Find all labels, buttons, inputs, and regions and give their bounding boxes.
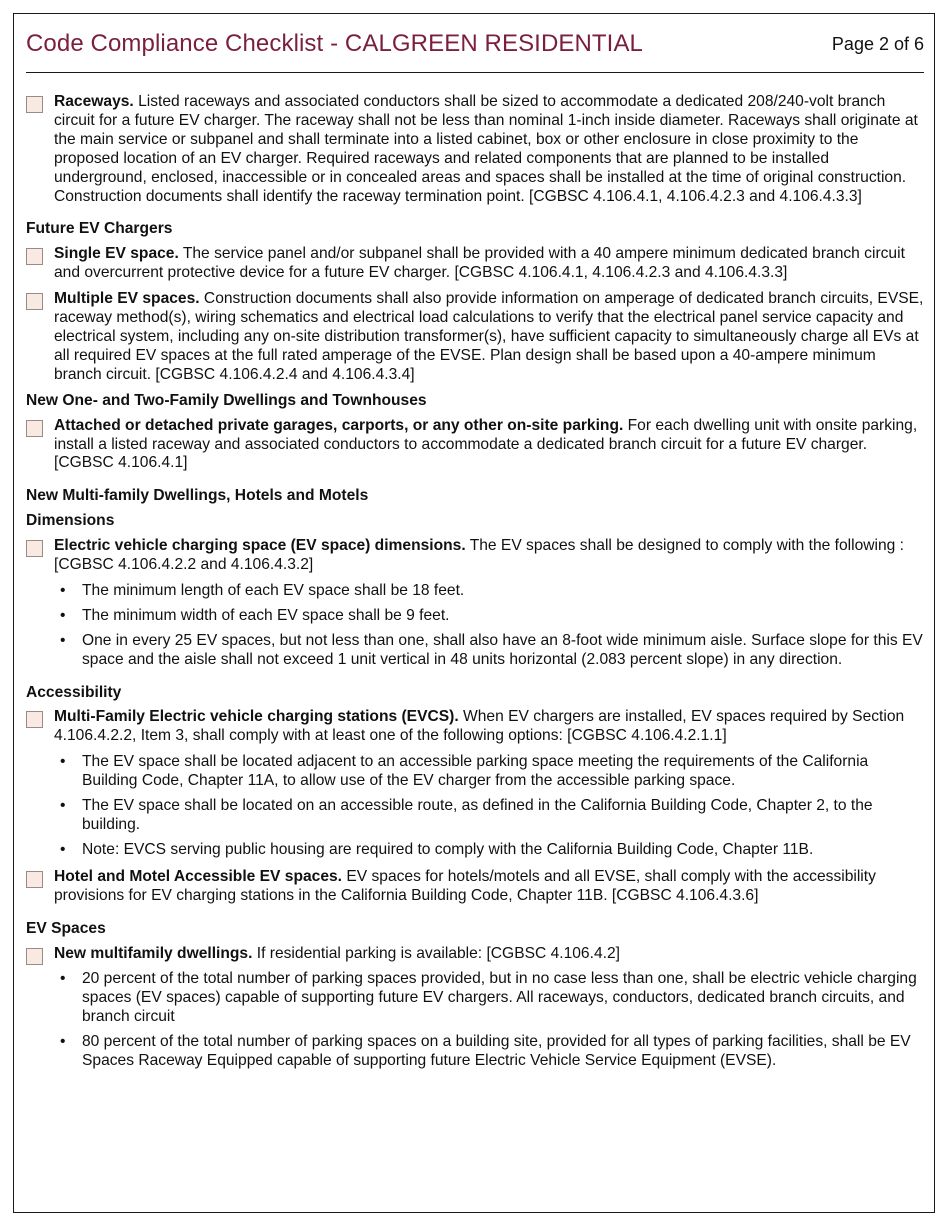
list-item: • One in every 25 EV spaces, but not less than one, shall also have an 8-foot wide minimum aisle. Surface slope for this EV space and the aisle shall not exceed 1 unit vertical in 48 units horizontal (2.083 percent slope) in any direction. bbox=[60, 631, 923, 668]
section-heading-multifamily: New Multi-family Dwellings, Hotels and Motels bbox=[26, 487, 369, 505]
subsection-heading-accessibility: Accessibility bbox=[26, 683, 122, 701]
item-body: When EV chargers are installed, EV spaces required by Section 4.106.4.2.2, Item 3, shall comply with at least one of the following options: [CGBSC 4.106.4.2.1.1] bbox=[54, 708, 905, 745]
item-title: Multiple EV spaces. bbox=[54, 290, 200, 308]
item-body: EV spaces for hotels/motels and all EVSE, shall comply with the accessibility provisions for EV charging stations in the California Building Code, Chapter 11B. [CGBSC 4.106.4.3.6] bbox=[54, 867, 876, 904]
item-body: For each dwelling unit with onsite parking, install a listed raceway and associated conductors to accommodate a dedicated branch circuit for a future EV charger. [CGBSC 4.106.4.1] bbox=[54, 416, 918, 472]
section-heading-future-ev: Future EV Chargers bbox=[26, 220, 173, 238]
item-body: Construction documents shall also provide information on amperage of dedicated branch circuits, EVSE, raceway method(s), wiring schematics and electrical load calculations to verify that the electrical panel service capacity and electrical system, including any on-site distribution transformer(s), have sufficient capacity to simultaneously charge all EVs at all required EV spaces at the full rated amperage of the EVSE. Plan design shall be based upon a 40-ampere minimum branch circuit. [CGBSC 4.106.4.2.4 and 4.106.4.3.4] bbox=[54, 290, 924, 383]
bullet-text: The EV space shall be located on an accessible route, as defined in the California Building Code, Chapter 2, to the building. bbox=[82, 797, 873, 833]
checkbox-garages[interactable] bbox=[26, 420, 43, 437]
checklist-content bbox=[26, 93, 926, 1079]
list-item: • Note: EVCS serving public housing are required to comply with the California Building Code, Chapter 11B. bbox=[60, 840, 814, 858]
item-title: Single EV space. bbox=[54, 245, 179, 263]
checkbox-single-ev[interactable] bbox=[26, 248, 43, 265]
item-title: New multifamily dwellings. bbox=[54, 944, 253, 962]
dimensions-bullet-list bbox=[26, 582, 926, 670]
item-title: Hotel and Motel Accessible EV spaces. bbox=[54, 867, 343, 885]
bullet-text: The minimum length of each EV space shall be 18 feet. bbox=[82, 581, 465, 599]
list-item: • The EV space shall be located on an accessible route, as defined in the California Building Code, Chapter 2, to the building. bbox=[60, 797, 873, 833]
checklist-item-raceways bbox=[26, 93, 926, 206]
checkbox-evcs[interactable] bbox=[26, 711, 43, 728]
item-title: Raceways. bbox=[54, 93, 134, 110]
page-title: Code Compliance Checklist - CALGREEN RESIDENTIAL bbox=[26, 30, 643, 57]
item-body: If residential parking is available: [CGBSC 4.106.4.2] bbox=[252, 944, 620, 962]
checklist-item-garages bbox=[26, 417, 926, 474]
checkbox-raceways[interactable] bbox=[26, 96, 43, 113]
bullet-text: 20 percent of the total number of parking spaces provided, but in no case less than one, shall be electric vehicle charging spaces (EV spaces) capable of supporting future EV chargers. All raceways, conductors, dedicated branch circuits, and branch circuit bbox=[82, 970, 917, 1026]
checkbox-new-multifamily[interactable] bbox=[26, 948, 43, 965]
item-title: Electric vehicle charging space (EV space) dimensions. bbox=[54, 537, 466, 555]
evcs-bullet-list bbox=[26, 753, 926, 860]
bullet-text: The minimum width of each EV space shall be 9 feet. bbox=[82, 606, 450, 624]
list-item: • The minimum width of each EV space shall be 9 feet. bbox=[60, 606, 450, 624]
list-item: • 20 percent of the total number of parking spaces provided, but in no case less than one, shall be electric vehicle charging spaces (EV spaces) capable of supporting future EV chargers. All raceways, conductors, dedicated branch circuits, and branch circuit bbox=[60, 970, 917, 1026]
section-heading-one-two-family: New One- and Two-Family Dwellings and Townhouses bbox=[26, 391, 427, 409]
item-title: Multi-Family Electric vehicle charging stations (EVCS). bbox=[54, 708, 459, 726]
bullet-text: One in every 25 EV spaces, but not less than one, shall also have an 8-foot wide minimum aisle. Surface slope for this EV space and the aisle shall not exceed 1 unit vertical in 48 units horizontal (2.083 percent slope) in any direction. bbox=[82, 631, 923, 668]
bullet-text: Note: EVCS serving public housing are required to comply with the California Building Code, Chapter 11B. bbox=[82, 840, 814, 858]
checklist-item-single-ev bbox=[26, 245, 926, 283]
item-body: Listed raceways and associated conductors shall be sized to accommodate a dedicated 208/240-volt branch circuit for a future EV charger. The raceway shall not be less than nominal 1-inch inside diameter. Raceways shall originate at the main service or subpanel and shall terminate into a listed cabinet, box or other enclosure in close proximity to the proposed location of an EV charger. Required raceways and related components that are planned to be installed underground, enclosed, inaccessible or in concealed areas and spaces shall be installed at the time of original construction. Construction documents shall identify the raceway termination point. [CGBSC 4.106.4.1, 4.106.4.2.3 and 4.106.4.3.3] bbox=[54, 93, 918, 205]
subsection-heading-dimensions: Dimensions bbox=[26, 512, 115, 530]
item-body: The service panel and/or subpanel shall be provided with a 40 ampere minimum dedicated branch circuit and overcurrent protective device for a future EV charger. [CGBSC 4.106.4.1, 4.106.4.2.3 and 4.106.4.3.3] bbox=[54, 245, 905, 282]
list-item: • The minimum length of each EV space shall be 18 feet. bbox=[60, 581, 465, 599]
subsection-heading-ev-spaces: EV Spaces bbox=[26, 919, 106, 937]
bullet-text: 80 percent of the total number of parking spaces on a building site, provided for all types of parking facilities, shall be EV Spaces Raceway Equipped capable of supporting future Electric Vehicle Service Equipment (EVSE). bbox=[82, 1033, 911, 1070]
list-item: • The EV space shall be located adjacent to an accessible parking space meeting the requirements of the California Building Code, Chapter 11A, to allow use of the EV charger from the accessible parking space. bbox=[60, 753, 869, 790]
checklist-item-hotel-motel bbox=[26, 868, 926, 906]
page-header bbox=[26, 28, 924, 73]
checklist-item-new-multifamily bbox=[26, 945, 926, 964]
ev-spaces-bullet-list bbox=[26, 970, 926, 1071]
checkbox-multiple-ev[interactable] bbox=[26, 293, 43, 310]
list-item: • 80 percent of the total number of parking spaces on a building site, provided for all types of parking facilities, shall be EV Spaces Raceway Equipped capable of supporting future Electric Vehicle Service Equipment (EVSE). bbox=[60, 1033, 911, 1070]
checkbox-ev-dimensions[interactable] bbox=[26, 540, 43, 557]
item-body: The EV spaces shall be designed to comply with the following : [CGBSC 4.106.4.2.2 and 4.106.4.3.2] bbox=[54, 537, 904, 574]
item-title: Attached or detached private garages, carports, or any other on-site parking. bbox=[54, 416, 624, 434]
bullet-text: The EV space shall be located adjacent to an accessible parking space meeting the requirements of the California Building Code, Chapter 11A, to allow use of the EV charger from the accessible parking space. bbox=[82, 753, 869, 790]
checklist-item-multiple-ev bbox=[26, 290, 926, 385]
checkbox-hotel-motel[interactable] bbox=[26, 871, 43, 888]
checklist-item-ev-dimensions bbox=[26, 537, 926, 575]
checklist-item-evcs bbox=[26, 708, 926, 746]
page-number: Page 2 of 6 bbox=[831, 34, 924, 54]
